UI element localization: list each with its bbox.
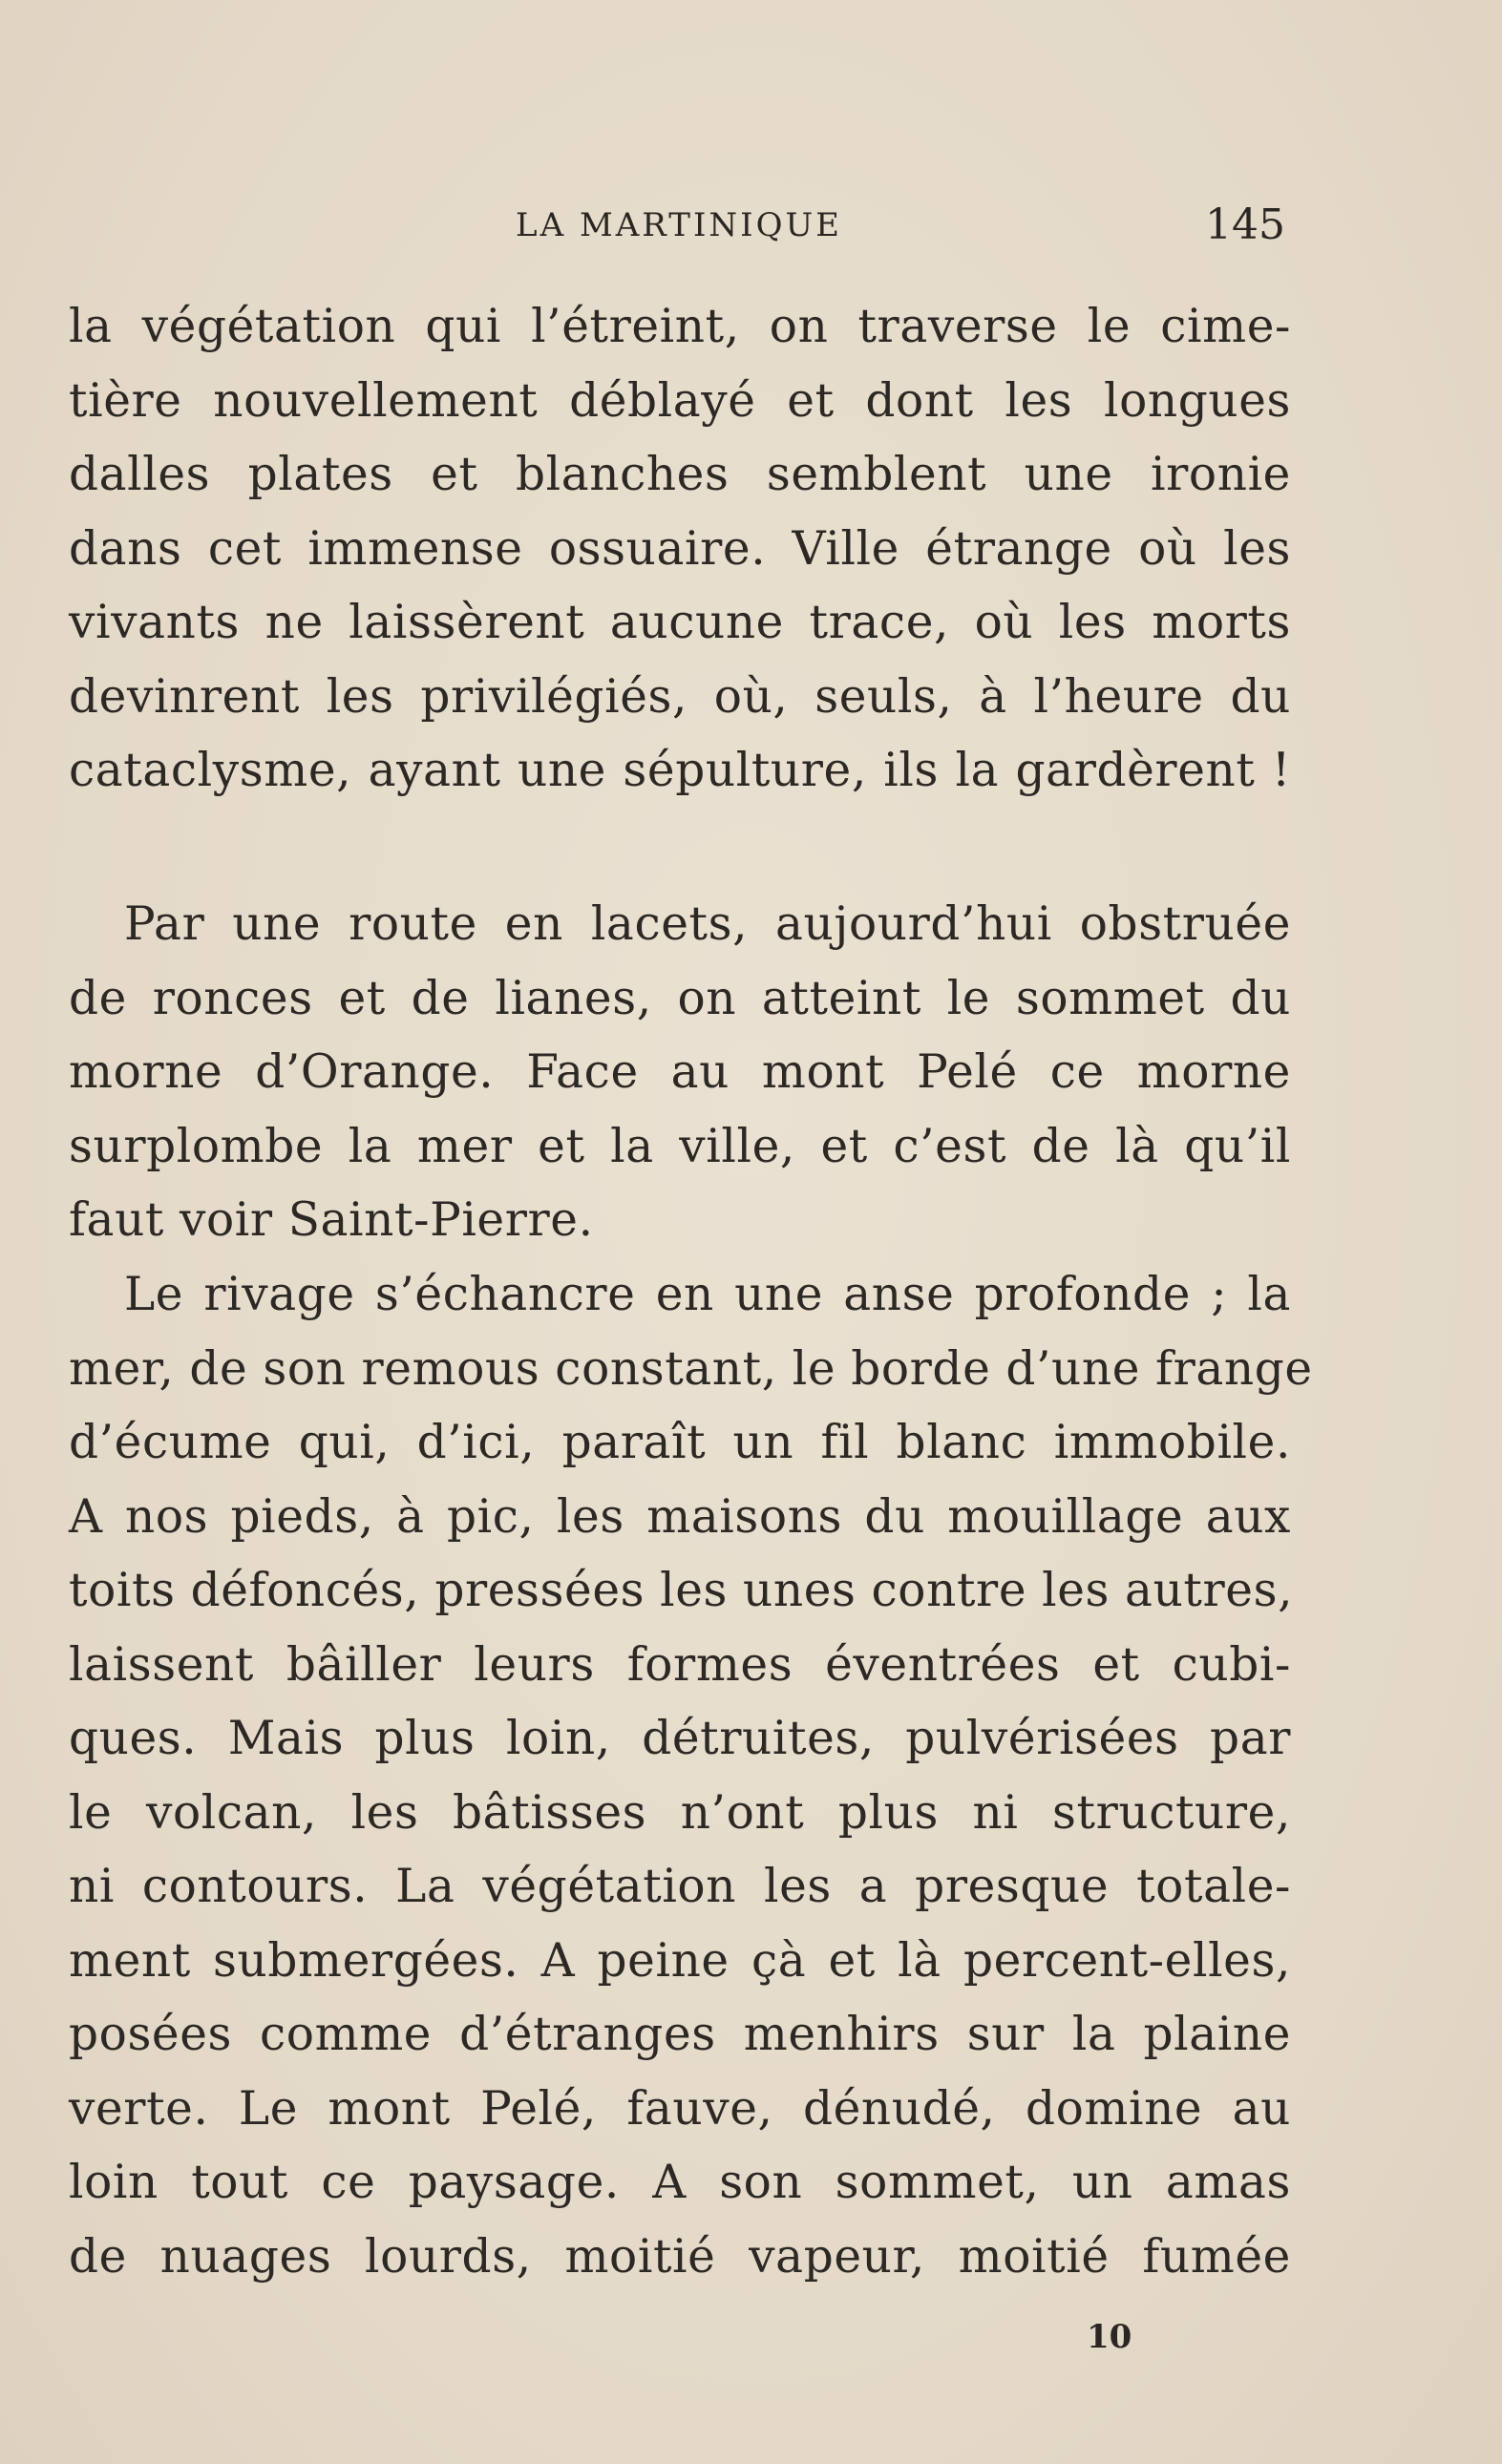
- text-line: toits défoncés, pressées les unes contre les autres,: [69, 1564, 1294, 1617]
- paragraph-2: [69, 888, 1291, 1258]
- text-line: surplombe la mer et la ville, et c’est de là qu’il: [69, 1119, 1291, 1173]
- text-line: faut voir Saint-Pierre.: [69, 1193, 594, 1247]
- text-line: d’écume qui, d’ici, paraît un fil blanc immobile.: [69, 1416, 1291, 1469]
- signature-mark: 10: [1087, 2318, 1132, 2356]
- text-line: tière nouvellement déblayé et dont les longues: [69, 373, 1291, 428]
- text-line: loin tout ce paysage. A son sommet, un amas: [69, 2156, 1291, 2209]
- text-line: dans cet immense ossuaire. Ville étrange où les: [69, 521, 1291, 576]
- text-line: de ronces et de lianes, on atteint le sommet du: [69, 971, 1291, 1025]
- text-line: Par une route en lacets, aujourd’hui obstruée: [124, 897, 1291, 951]
- text-line: ni contours. La végétation les a presque totale-: [69, 1860, 1291, 1913]
- text-line: devinrent les privilégiés, où, seuls, à l’heure du: [69, 669, 1291, 724]
- text-line: dalles plates et blanches semblent une ironie: [69, 448, 1291, 501]
- running-head: LA MARTINIQUE: [516, 206, 842, 244]
- text-line: la végétation qui l’étreint, on traverse le cime-: [69, 300, 1291, 353]
- text-line: morne d’Orange. Face au mont Pelé ce morne: [69, 1045, 1291, 1099]
- text-line: ment submergées. A peine çà et là percent-elles,: [69, 1933, 1291, 1988]
- text-line: de nuages lourds, moitié vapeur, moitié fumée: [69, 2229, 1291, 2284]
- text-line: vivants ne laissèrent aucune trace, où les morts: [69, 596, 1291, 649]
- text-line: verte. Le mont Pelé, fauve, dénudé, domine au: [69, 2081, 1291, 2136]
- text-line: A nos pieds, à pic, les maisons du mouillage aux: [69, 1489, 1291, 1544]
- text-line: ques. Mais plus loin, détruites, pulvérisées par: [69, 1712, 1291, 1765]
- text-line: Le rivage s’échancre en une anse profonde ; la: [124, 1268, 1291, 1321]
- text-line: le volcan, les bâtisses n’ont plus ni structure,: [69, 1785, 1291, 1840]
- text-line: mer, de son remous constant, le borde d’une frange: [69, 1341, 1313, 1396]
- text-line: posées comme d’étranges menhirs sur la plaine: [69, 2008, 1291, 2061]
- paragraph-3: [69, 1258, 1313, 2294]
- text-line: cataclysme, ayant une sépulture, ils la gardèrent !: [69, 744, 1291, 797]
- page-number: 145: [1205, 200, 1285, 249]
- text-line: laissent bâiller leurs formes éventrées et cubi-: [69, 1637, 1291, 1692]
- paragraph-1: [69, 290, 1291, 809]
- page-header: [0, 200, 1502, 258]
